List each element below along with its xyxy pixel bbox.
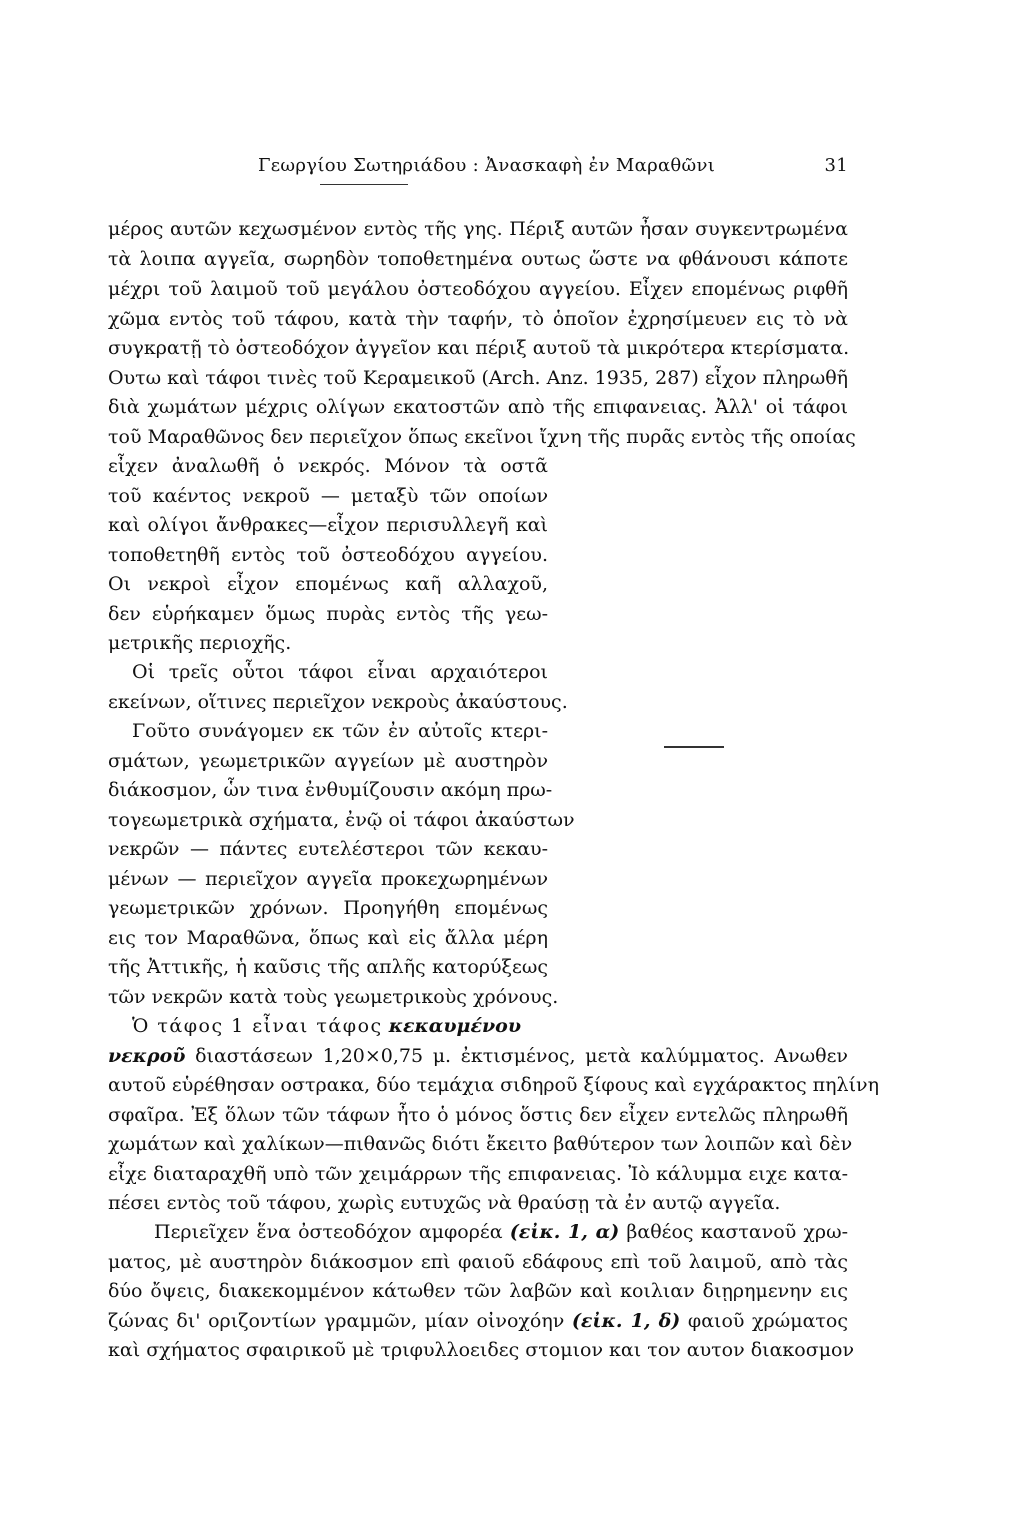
emphasis-nekrou: νεκροῦ xyxy=(108,1045,186,1067)
text-line: καὶ ολίγοι ἄνθρακες—εἶχον περισυλλεγῆ καὶ xyxy=(108,514,548,536)
header-title: Γεωργίου Σωτηριάδου : Ἀνασκαφὴ ἐν Μαραθῶνι xyxy=(258,155,716,176)
text-line xyxy=(132,1015,521,1037)
text-span: βαθέος καστανοῦ χρω- xyxy=(626,1221,849,1243)
text-line: δύο ὄψεις, διακεκομμένον κάτωθεν τῶν λαβῶν καὶ κοιλιαν διῃρημενην εις xyxy=(108,1280,848,1302)
text-line: εκείνων, οἵτινες περιεῖχον νεκροὺς ἀκαύστους. xyxy=(108,691,568,713)
text-span: ζώνας δι' οριζοντίων γραμμῶν, μίαν οἰνοχόην xyxy=(108,1310,565,1332)
text-line: μέχρι τοῦ λαιμοῦ τοῦ μεγάλου ὀστεοδόχου αγγείου. Εἶχεν επομένως ριφθῆ xyxy=(108,278,848,300)
text-line: Οι νεκροὶ εἶχον επομένως καῆ αλλαχοῦ, xyxy=(108,573,548,595)
text-line: πέσει εντὸς τοῦ τάφου, χωρὶς ευτυχῶς νὰ θραύσῃ τὰ ἐν αυτῷ αγγεῖα. xyxy=(108,1192,781,1214)
margin-dash xyxy=(664,746,724,748)
text-line: σφαῖρα. Ἐξ ὅλων τῶν τάφων ἦτο ὁ μόνος ὅστις δεν εἶχεν εντελῶς πληρωθῆ xyxy=(108,1104,848,1126)
text-span: Περιεῖχεν ἕνα ὀστεοδόχον αμφορέα xyxy=(154,1221,503,1243)
text-line: αυτοῦ εὑρέθησαν οστρακα, δύο τεμάχια σιδηροῦ ξίφους καὶ εγχάρακτος πηλίνη xyxy=(108,1074,879,1096)
text-line: εἶχε διαταραχθῆ υπὸ τῶν χειμάρρων τῆς επιφανειας. Ἰὸ κάλυμμα ειχε κατα- xyxy=(108,1163,848,1185)
page-number: 31 xyxy=(824,155,848,176)
text-span: διαστάσεων 1,20×0,75 μ. ἐκτισμένος, μετὰ καλύμματος. Ανωθεν xyxy=(195,1045,848,1067)
text-line: τοῦ καέντος νεκροῦ — μεταξὺ τῶν οποίων xyxy=(108,485,548,507)
text-line: καὶ σχήματος σφαιρικοῦ μὲ τριφυλλοειδες στομιον και τον αυτον διακοσμον xyxy=(108,1339,855,1361)
text-line: μετρικῆς περιοχῆς. xyxy=(108,632,292,654)
text-line: σμάτων, γεωμετρικῶν αγγείων μὲ αυστηρὸν xyxy=(108,750,548,772)
text-line xyxy=(108,1045,848,1067)
text-line: τῆς Ἀττικῆς, ἡ καῦσις τῆς απλῆς κατορύξεως xyxy=(108,956,548,978)
header-rule xyxy=(320,184,408,185)
figure-ref-1a: (εἰκ. 1, α) xyxy=(509,1221,620,1243)
text-line: τὰ λοιπα αγγεῖα, σωρηδὸν τοποθετημένα ουτως ὥστε να φθάνουσι κάποτε xyxy=(108,248,848,270)
text-line: δεν εὑρήκαμεν ὅμως πυρὰς εντὸς τῆς γεω- xyxy=(108,603,548,625)
emphasis-kekaumenou: κεκαυμένου xyxy=(388,1015,522,1037)
text-line: χωμάτων καὶ χαλίκων—πιθανῶς διότι ἔκειτο βαθύτερον των λοιπῶν καὶ δὲν xyxy=(108,1133,853,1155)
tomb-heading: Ὁ τάφος 1 εἶναι τάφος xyxy=(132,1015,383,1037)
text-line xyxy=(154,1221,848,1243)
text-line: νεκρῶν — πάντες ευτελέστεροι τῶν κεκαυ- xyxy=(108,838,548,860)
text-span: φαιοῦ χρώματος xyxy=(687,1310,848,1332)
text-line: χῶμα εντὸς τοῦ τάφου, κατὰ τὴν ταφήν, τὸ ὁποῖον ἐχρησίμευεν εις τὸ νὰ xyxy=(108,308,848,330)
text-line: ματος, μὲ αυστηρὸν διάκοσμον επὶ φαιοῦ εδάφους επὶ τοῦ λαιμοῦ, απὸ τὰς xyxy=(108,1251,848,1273)
text-line: Οἱ τρεῖς οὗτοι τάφοι εἶναι αρχαιότεροι xyxy=(132,661,548,683)
text-line: εις τον Μαραθῶνα, ὅπως καὶ εἰς ἄλλα μέρη xyxy=(108,927,548,949)
text-line: τοποθετηθῆ εντὸς τοῦ ὀστεοδόχου αγγείου. xyxy=(108,544,548,566)
text-line: διὰ χωμάτων μέχρις ολίγων εκατοστῶν απὸ τῆς επιφανειας. Ἀλλ' οἱ τάφοι xyxy=(108,396,848,418)
text-line: εἶχεν ἀναλωθῆ ὁ νεκρός. Μόνον τὰ οστᾶ xyxy=(108,455,548,477)
text-line: τοῦ Μαραθῶνος δεν περιεῖχον ὅπως εκεῖνοι ἴχνη τῆς πυρᾶς εντὸς τῆς οποίας xyxy=(108,426,856,448)
text-line: συγκρατῇ τὸ ὀστεοδόχον ἀγγεῖον και πέριξ αυτοῦ τὰ μικρότερα κτερίσματα. xyxy=(108,337,850,359)
text-line xyxy=(108,1310,848,1332)
text-line: μέρος αυτῶν κεχωσμένον εντὸς τῆς γης. Πέριξ αυτῶν ἦσαν συγκεντρωμένα xyxy=(108,218,848,240)
text-line: τογεωμετρικὰ σχήματα, ἐνῷ οἱ τάφοι ἀκαύστων xyxy=(108,809,575,831)
text-line: γεωμετρικῶν χρόνων. Προηγήθη επομένως xyxy=(108,897,548,919)
text-line: Γοῦτο συνάγομεν εκ τῶν ἐν αὐτοῖς κτερι- xyxy=(132,720,548,742)
text-line: μένων — περιεῖχον αγγεῖα προκεχωρημένων xyxy=(108,868,548,890)
text-line: Ουτω καὶ τάφοι τινὲς τοῦ Κεραμεικοῦ (Arch. Anz. 1935, 287) εἶχον πληρωθῆ xyxy=(108,367,849,389)
figure-ref-1d: (εἰκ. 1, δ) xyxy=(571,1310,681,1332)
text-line: διάκοσμον, ὧν τινα ἐνθυμίζουσιν ακόμη πρω- xyxy=(108,779,553,801)
text-line: τῶν νεκρῶν κατὰ τοὺς γεωμετρικοὺς χρόνους. xyxy=(108,986,559,1008)
